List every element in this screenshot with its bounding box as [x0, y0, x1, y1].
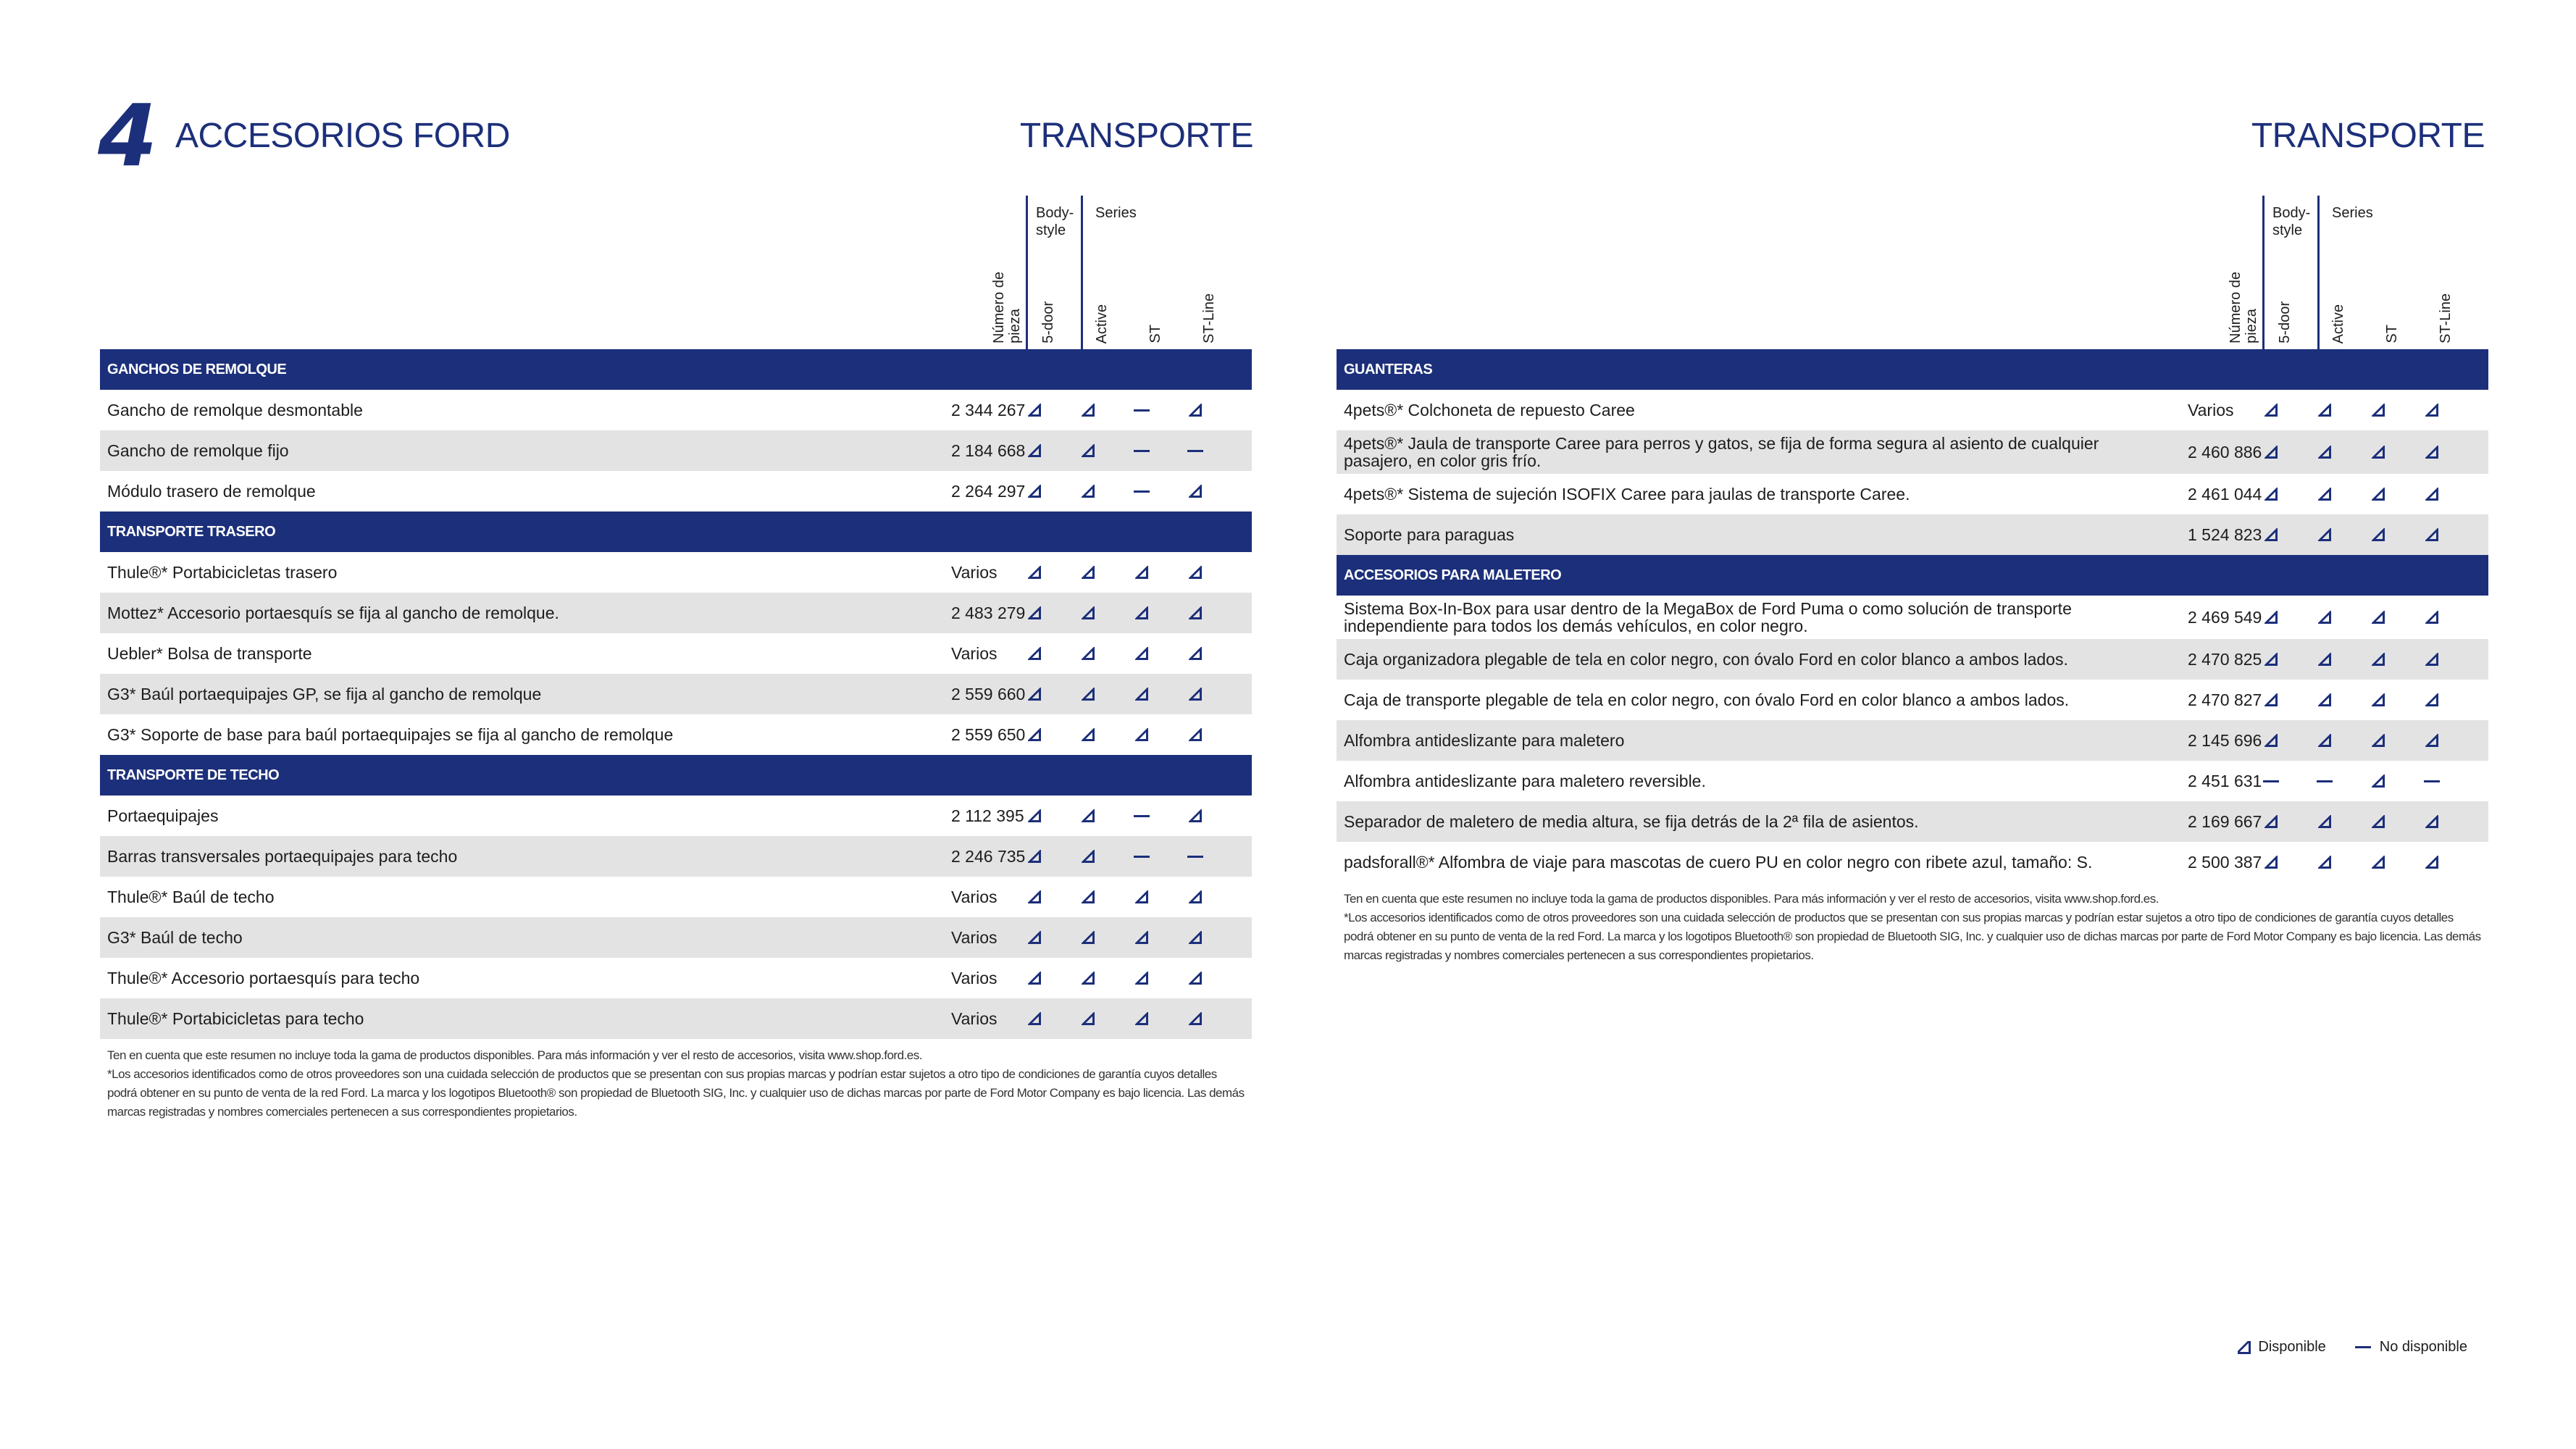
part-number: 2 470 825 — [2188, 649, 2262, 669]
footnote-third-party: *Los accesorios identificados como de otros proveedores son una cuidada selección de productos que se presentan con sus propias marcas y podrían estar sujetos a otro tipo de condiciones de garantía cuyos detalles podrá obtener en su punto de venta de la red Ford. La marca y los logotipos Bluetooth® son propiedad de Bluetooth SIG, Inc. y cualquier uso de dichas marcas por parte de Ford Motor Company es bajo licencia. Las demás marcas registradas y nombres comerciales pertenecen a sus correspondientes propietarios. — [1344, 911, 2481, 962]
table-row — [1337, 761, 2488, 801]
section-header: GUANTERAS — [1337, 349, 2488, 390]
section-header: TRANSPORTE TRASERO — [100, 511, 1252, 552]
available-icon — [1020, 714, 1049, 755]
available-icon — [1074, 593, 1103, 633]
column-part-number: Número de pieza — [2228, 272, 2259, 343]
not-available-icon — [1127, 796, 1156, 836]
available-icon — [2257, 680, 2286, 720]
available-icon — [1074, 430, 1103, 471]
table-row — [100, 917, 1252, 958]
column-st-line: ST-Line — [1201, 293, 1217, 343]
accessory-name: Barras transversales portaequipajes para techo — [107, 847, 458, 866]
column-part-number: Número de pieza — [991, 272, 1023, 343]
part-number: 2 500 387 — [2188, 852, 2262, 872]
accessory-name: Uebler* Bolsa de transporte — [107, 644, 312, 663]
column-st: ST — [1147, 325, 1163, 343]
column-st-line: ST-Line — [2438, 293, 2454, 343]
available-icon — [2364, 430, 2393, 474]
table-row — [100, 998, 1252, 1039]
available-icon — [1074, 471, 1103, 511]
not-available-icon — [2310, 761, 2339, 801]
available-icon — [1181, 796, 1210, 836]
part-number: 2 559 660 — [951, 684, 1026, 703]
available-icon — [2364, 596, 2393, 639]
table-row — [100, 958, 1252, 998]
accessory-name: Mottez* Accesorio portaesquís se fija al gancho de remolque. — [107, 604, 559, 622]
right-section-title: TRANSPORTE — [2251, 117, 2485, 155]
available-icon — [2257, 801, 2286, 842]
accessory-name: Thule®* Portabicicletas trasero — [107, 563, 338, 582]
accessory-name: 4pets®* Sistema de sujeción ISOFIX Caree para jaulas de transporte Caree. — [1344, 485, 1910, 504]
available-icon — [2364, 720, 2393, 761]
available-icon — [2310, 842, 2339, 882]
table-row — [100, 430, 1252, 471]
available-icon — [2364, 761, 2393, 801]
not-available-icon — [1127, 471, 1156, 511]
column-divider — [1081, 196, 1083, 349]
available-icon — [2417, 801, 2446, 842]
available-icon — [1181, 552, 1210, 593]
accessory-name: Thule®* Accesorio portaesquís para techo — [107, 969, 420, 987]
available-icon — [2364, 514, 2393, 555]
available-icon — [1181, 471, 1210, 511]
column-group-bodystyle: Body- style — [2272, 205, 2311, 238]
available-icon — [2417, 842, 2446, 882]
part-number: Varios — [951, 927, 998, 947]
column-5-door: 5-door — [2277, 301, 2293, 343]
table-row — [1337, 801, 2488, 842]
column-header — [1337, 196, 2488, 349]
table-row — [1337, 639, 2488, 680]
section-header: TRANSPORTE DE TECHO — [100, 755, 1252, 796]
available-icon — [1127, 998, 1156, 1039]
available-icon — [1020, 917, 1049, 958]
part-number: 2 483 279 — [951, 603, 1026, 622]
accessory-name: Portaequipajes — [107, 806, 219, 825]
part-number: Varios — [951, 562, 998, 582]
available-icon — [1074, 796, 1103, 836]
part-number: 2 451 631 — [2188, 771, 2262, 790]
part-number: 2 559 650 — [951, 724, 1026, 744]
available-icon — [2417, 680, 2446, 720]
accessory-name: Thule®* Portabicicletas para techo — [107, 1009, 364, 1028]
column-group-series: Series — [2332, 205, 2373, 221]
available-icon — [2310, 680, 2339, 720]
legend-available-label: Disponible — [2258, 1339, 2326, 1355]
accessory-name: Módulo trasero de remolque — [107, 482, 316, 501]
availability-legend — [2238, 1339, 2467, 1356]
column-group-bodystyle: Body- style — [1036, 205, 1074, 238]
available-icon — [2310, 390, 2339, 430]
available-icon — [2257, 514, 2286, 555]
available-icon — [1020, 958, 1049, 998]
accessory-name: Caja organizadora plegable de tela en color negro, con óvalo Ford en color blanco a ambos lados. — [1344, 650, 2068, 669]
part-number: 2 469 549 — [2188, 607, 2262, 627]
available-icon — [2257, 596, 2286, 639]
available-icon — [2364, 390, 2393, 430]
available-icon — [2257, 639, 2286, 680]
chapter-number: 4 — [98, 85, 158, 185]
table-row — [1337, 596, 2488, 639]
available-icon — [1181, 390, 1210, 430]
available-icon — [1020, 430, 1049, 471]
left-section-title: TRANSPORTE — [1019, 117, 1253, 155]
available-icon — [1074, 998, 1103, 1039]
table-row — [1337, 430, 2488, 474]
accessory-name: Sistema Box-In-Box para usar dentro de la MegaBox de Ford Puma o como solución de transporte independiente para todos los demás vehículos, en color negro. — [1344, 599, 2072, 635]
not-available-icon — [1127, 430, 1156, 471]
table-row — [1337, 514, 2488, 555]
not-available-icon — [1181, 430, 1210, 471]
available-icon — [2257, 430, 2286, 474]
available-icon — [2364, 680, 2393, 720]
available-icon — [1020, 796, 1049, 836]
available-icon — [1020, 471, 1049, 511]
part-number: 2 145 696 — [2188, 730, 2262, 750]
available-icon — [1127, 917, 1156, 958]
available-icon — [1074, 633, 1103, 674]
available-icon — [1074, 390, 1103, 430]
right-accessories-table — [1337, 196, 2488, 965]
accessory-name: Soporte para paraguas — [1344, 525, 1515, 544]
available-icon — [1181, 917, 1210, 958]
column-divider — [1026, 196, 1028, 349]
table-row — [1337, 842, 2488, 882]
not-available-icon — [2417, 761, 2446, 801]
available-icon — [2310, 596, 2339, 639]
available-icon — [1127, 877, 1156, 917]
available-icon — [2364, 639, 2393, 680]
available-icon — [2364, 842, 2393, 882]
footnote-disclaimer: Ten en cuenta que este resumen no incluye toda la gama de productos disponibles. Para más información y ver el resto de accesorios, visita www.shop.ford.es. — [1344, 892, 2159, 906]
table-row — [1337, 680, 2488, 720]
available-icon — [1020, 836, 1049, 877]
footnote-disclaimer: Ten en cuenta que este resumen no incluye toda la gama de productos disponibles. Para más información y ver el resto de accesorios, visita www.shop.ford.es. — [107, 1048, 922, 1062]
part-number: 2 112 395 — [951, 806, 1024, 825]
table-row — [100, 836, 1252, 877]
available-icon — [2364, 474, 2393, 514]
available-icon — [1020, 877, 1049, 917]
part-number: Varios — [951, 643, 998, 663]
part-number: Varios — [951, 968, 998, 987]
available-icon — [2257, 720, 2286, 761]
accessory-name: G3* Baúl de techo — [107, 928, 243, 947]
part-number: Varios — [951, 1009, 998, 1028]
part-number: 1 524 823 — [2188, 525, 2262, 544]
available-icon — [1181, 593, 1210, 633]
not-available-icon — [2257, 761, 2286, 801]
available-icon — [1181, 674, 1210, 714]
table-row — [1337, 390, 2488, 430]
accessory-name: Caja de transporte plegable de tela en color negro, con óvalo Ford en color blanco a ambos lados. — [1344, 690, 2070, 709]
part-number: 2 344 267 — [951, 400, 1026, 419]
available-icon — [2417, 639, 2446, 680]
available-icon — [1074, 714, 1103, 755]
not-available-icon — [1127, 390, 1156, 430]
available-icon — [2257, 474, 2286, 514]
accessory-name: G3* Baúl portaequipajes GP, se fija al gancho de remolque — [107, 685, 542, 703]
accessory-name: 4pets®* Colchoneta de repuesto Caree — [1344, 401, 1635, 419]
available-icon — [1074, 917, 1103, 958]
table-row — [100, 471, 1252, 511]
available-icon — [1020, 552, 1049, 593]
available-icon — [1127, 674, 1156, 714]
column-header — [100, 196, 1252, 349]
available-icon — [2417, 596, 2446, 639]
available-icon — [1127, 958, 1156, 998]
available-icon — [2257, 390, 2286, 430]
available-icon — [2364, 801, 2393, 842]
part-number: 2 246 735 — [951, 846, 1026, 866]
available-icon — [2238, 1341, 2251, 1354]
section-header: GANCHOS DE REMOLQUE — [100, 349, 1252, 390]
accessory-name: Thule®* Baúl de techo — [107, 888, 275, 906]
column-group-series: Series — [1095, 205, 1137, 221]
available-icon — [1020, 390, 1049, 430]
column-divider — [2262, 196, 2265, 349]
available-icon — [2257, 842, 2286, 882]
part-number: 2 470 827 — [2188, 690, 2262, 709]
available-icon — [1127, 714, 1156, 755]
available-icon — [1181, 877, 1210, 917]
available-icon — [1181, 714, 1210, 755]
available-icon — [1127, 593, 1156, 633]
part-number: Varios — [2188, 400, 2234, 419]
table-row — [100, 877, 1252, 917]
available-icon — [1020, 633, 1049, 674]
table-row — [100, 593, 1252, 633]
available-icon — [2417, 430, 2446, 474]
accessory-name: Separador de maletero de media altura, se fija detrás de la 2ª fila de asientos. — [1344, 812, 1919, 831]
available-icon — [1020, 998, 1049, 1039]
available-icon — [1074, 877, 1103, 917]
available-icon — [1020, 674, 1049, 714]
not-available-icon — [1127, 836, 1156, 877]
available-icon — [1127, 552, 1156, 593]
column-5-door: 5-door — [1040, 301, 1056, 343]
available-icon — [1181, 998, 1210, 1039]
not-available-icon — [1181, 836, 1210, 877]
column-divider — [2317, 196, 2320, 349]
part-number: 2 461 044 — [2188, 484, 2262, 504]
accessory-name: 4pets®* Jaula de transporte Caree para perros y gatos, se fija de forma segura al asiento de cualquier pasajero, en color gris frío. — [1344, 434, 2099, 470]
table-row — [100, 796, 1252, 836]
table-row — [100, 552, 1252, 593]
part-number: 2 460 886 — [2188, 442, 2262, 462]
part-number: Varios — [951, 887, 998, 906]
column-active: Active — [2330, 304, 2346, 343]
accessory-name: padsforall®* Alfombra de viaje para mascotas de cuero PU en color negro con ribete azul, tamaño: S. — [1344, 853, 2093, 872]
left-accessories-table — [100, 196, 1252, 1122]
available-icon — [1074, 958, 1103, 998]
table-row — [100, 714, 1252, 755]
column-st: ST — [2384, 325, 2400, 343]
available-icon — [1074, 836, 1103, 877]
accessory-name: Gancho de remolque desmontable — [107, 401, 363, 419]
available-icon — [2310, 639, 2339, 680]
table-row — [1337, 720, 2488, 761]
available-icon — [1181, 958, 1210, 998]
section-header: ACCESORIOS PARA MALETERO — [1337, 555, 2488, 596]
available-icon — [1020, 593, 1049, 633]
available-icon — [2417, 474, 2446, 514]
footnote — [1337, 882, 2488, 965]
available-icon — [2417, 514, 2446, 555]
footnote-third-party: *Los accesorios identificados como de otros proveedores son una cuidada selección de productos que se presentan con sus propias marcas y podrían estar sujetos a otro tipo de condiciones de garantía cuyos detalles podrá obtener en su punto de venta de la red Ford. La marca y los logotipos Bluetooth® son propiedad de Bluetooth SIG, Inc. y cualquier uso de dichas marcas por parte de Ford Motor Company es bajo licencia. Las demás marcas registradas y nombres comerciales pertenecen a sus correspondientes propietarios. — [107, 1067, 1245, 1119]
footnote — [100, 1039, 1252, 1122]
available-icon — [2310, 720, 2339, 761]
available-icon — [2310, 474, 2339, 514]
accessory-name: Gancho de remolque fijo — [107, 441, 289, 460]
accessory-name: G3* Soporte de base para baúl portaequipajes se fija al gancho de remolque — [107, 725, 674, 744]
brand-title: ACCESORIOS FORD — [175, 117, 510, 155]
accessory-name: Alfombra antideslizante para maletero — [1344, 731, 1625, 750]
available-icon — [2310, 430, 2339, 474]
table-row — [100, 390, 1252, 430]
table-row — [100, 633, 1252, 674]
column-active: Active — [1094, 304, 1110, 343]
available-icon — [1181, 633, 1210, 674]
accessory-name: Alfombra antideslizante para maletero reversible. — [1344, 772, 1706, 790]
available-icon — [1074, 552, 1103, 593]
available-icon — [1127, 633, 1156, 674]
not-available-icon — [2355, 1346, 2371, 1348]
legend-not-available-label: No disponible — [2379, 1339, 2467, 1355]
available-icon — [2310, 514, 2339, 555]
available-icon — [2310, 801, 2339, 842]
part-number: 2 184 668 — [951, 440, 1026, 460]
part-number: 2 169 667 — [2188, 811, 2262, 831]
table-row — [1337, 474, 2488, 514]
available-icon — [2417, 390, 2446, 430]
table-row — [100, 674, 1252, 714]
available-icon — [2417, 720, 2446, 761]
available-icon — [1074, 674, 1103, 714]
part-number: 2 264 297 — [951, 481, 1026, 501]
